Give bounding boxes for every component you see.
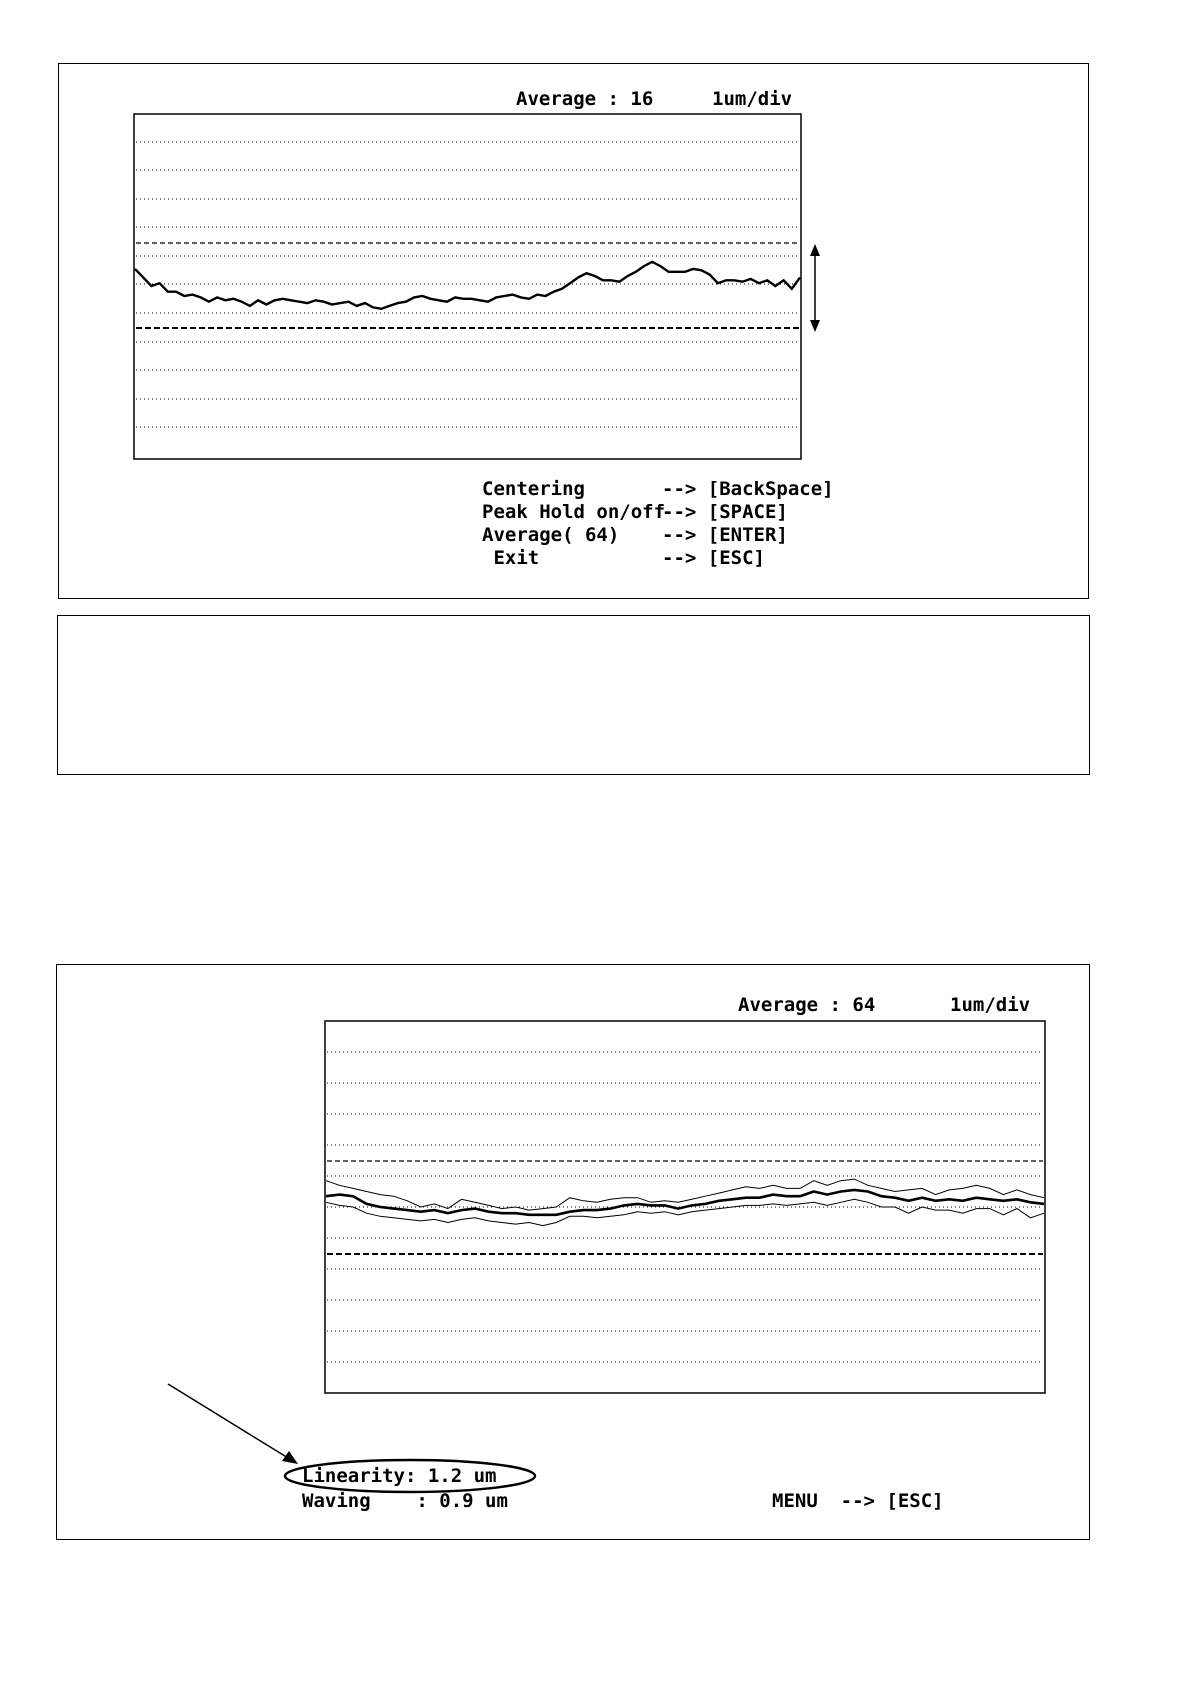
menu-exit-label: Exit — [482, 547, 540, 569]
screen2-graph — [325, 1021, 1045, 1393]
callout-arrowhead — [282, 1451, 298, 1464]
callout-arrow-line — [168, 1384, 293, 1461]
screen2-average-label: Average : 64 — [738, 994, 876, 1016]
linearity-readout: Linearity: 1.2 um — [302, 1465, 497, 1487]
screen1-range-arrow — [806, 244, 824, 332]
screen1-scale-label: 1um/div — [712, 88, 793, 110]
menu-peak-hold-label: Peak Hold on/off — [482, 501, 666, 523]
screen1-average-label: Average : 16 — [516, 88, 654, 110]
menu-centering-label: Centering — [482, 478, 585, 500]
menu-average-key[interactable]: --> [ENTER] — [662, 524, 788, 546]
menu-centering-key[interactable]: --> [BackSpace] — [662, 478, 834, 500]
menu-exit-key[interactable]: --> [ESC] — [662, 547, 765, 569]
menu-peak-hold-key[interactable]: --> [SPACE] — [662, 501, 788, 523]
screen1-graph-frame — [134, 114, 801, 459]
screen2-scale-label: 1um/div — [950, 994, 1031, 1016]
waving-readout: Waving : 0.9 um — [302, 1490, 508, 1512]
screen1-graph — [134, 114, 801, 459]
menu-average-label: Average( 64) — [482, 524, 620, 546]
screen2-menu-key[interactable]: MENU --> [ESC] — [772, 1490, 944, 1512]
blank-panel — [57, 615, 1090, 775]
